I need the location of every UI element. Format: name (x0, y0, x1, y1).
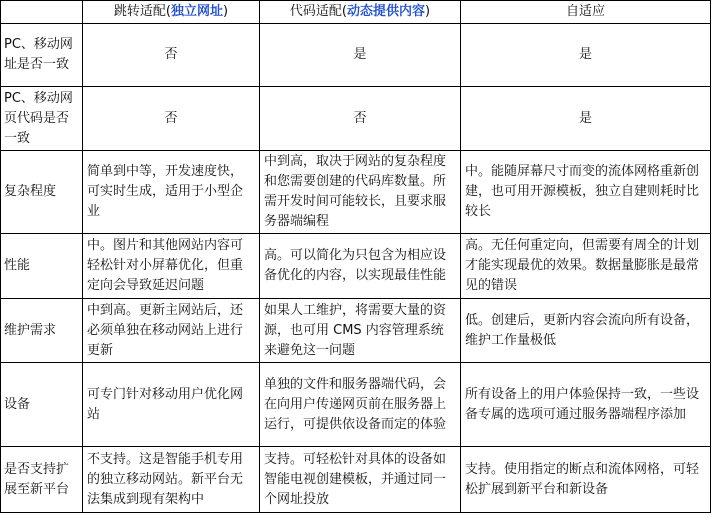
table-row (1, 24, 711, 87)
row-label: PC、移动网址是否一致 (1, 24, 83, 87)
cell-responsive: 支持。使用指定的断点和流体网格，可轻松扩展到新平台和新设备 (461, 447, 711, 513)
cell-code: 如果人工维护，将需要大量的资源，也可用 CMS 内容管理系统来避免这一问题 (260, 299, 461, 363)
table-row (1, 234, 711, 299)
cell-responsive: 高。无任何重定向，但需要有周全的计划才能实现最优的效果。数据量膨胀是最常见的错误 (461, 234, 711, 299)
header-redirect-adaptation (83, 1, 260, 24)
header-redirect-suffix: ) (223, 4, 229, 19)
cell-responsive: 低。创建后，更新内容会流向所有设备，维护工作量极低 (461, 299, 711, 363)
header-redirect-highlight: 独立网址 (170, 4, 223, 19)
header-redirect-prefix: 跳转适配( (113, 4, 171, 19)
cell-responsive: 中。能随屏幕尺寸而变的流体网格重新创建，也可用开源模板，独立自建则耗时比较长 (461, 151, 711, 234)
cell-code: 中到高，取决于网站的复杂程度和您需要创建的代码库数量。所需开发时间可能较长，且要求服务器端编程 (260, 151, 461, 234)
cell-responsive: 所有设备上的用户体验保持一致，一些设备专属的选项可通过服务器端程序添加 (461, 363, 711, 447)
table-row (1, 299, 711, 363)
cell-responsive: 是 (461, 24, 711, 87)
table-row (1, 151, 711, 234)
cell-responsive: 是 (461, 87, 711, 151)
table-row (1, 87, 711, 151)
header-row (1, 1, 711, 24)
row-label: PC、移动网页代码是否一致 (1, 87, 83, 151)
table-row (1, 447, 711, 513)
cell-code: 是 (260, 24, 461, 87)
table-row (1, 363, 711, 447)
cell-code: 否 (260, 87, 461, 151)
cell-redirect: 可专门针对移动用户优化网站 (83, 363, 260, 447)
header-code-highlight: 动态提供内容 (346, 4, 425, 19)
header-code-adaptation (260, 1, 461, 24)
cell-redirect: 否 (83, 87, 260, 151)
cell-redirect: 否 (83, 24, 260, 87)
header-responsive: 自适应 (461, 1, 711, 24)
cell-code: 支持。可轻松针对具体的设备如智能电视创建模板，并通过同一个网址投放 (260, 447, 461, 513)
row-label: 复杂程度 (1, 151, 83, 234)
row-label: 是否支持扩展至新平台 (1, 447, 83, 513)
cell-redirect: 简单到中等，开发速度快，可实时生成，适用于小型企业 (83, 151, 260, 234)
cell-code: 单独的文件和服务器端代码，会在向用户传递网页前在服务器上运行，可提供依设备而定的体验 (260, 363, 461, 447)
header-code-prefix: 代码适配( (289, 4, 347, 19)
header-code-suffix: ) (425, 4, 431, 19)
row-label: 维护需求 (1, 299, 83, 363)
cell-code: 高。可以简化为只包含为相应设备优化的内容，以实现最佳性能 (260, 234, 461, 299)
cell-redirect: 不支持。这是智能手机专用的独立移动网站。新平台无法集成到现有架构中 (83, 447, 260, 513)
row-label: 设备 (1, 363, 83, 447)
cell-redirect: 中到高。更新主网站后，还必须单独在移动网站上进行更新 (83, 299, 260, 363)
row-label: 性能 (1, 234, 83, 299)
header-corner (1, 1, 83, 24)
cell-redirect: 中。图片和其他网站内容可轻松针对小屏幕优化，但重定向会导致延迟问题 (83, 234, 260, 299)
